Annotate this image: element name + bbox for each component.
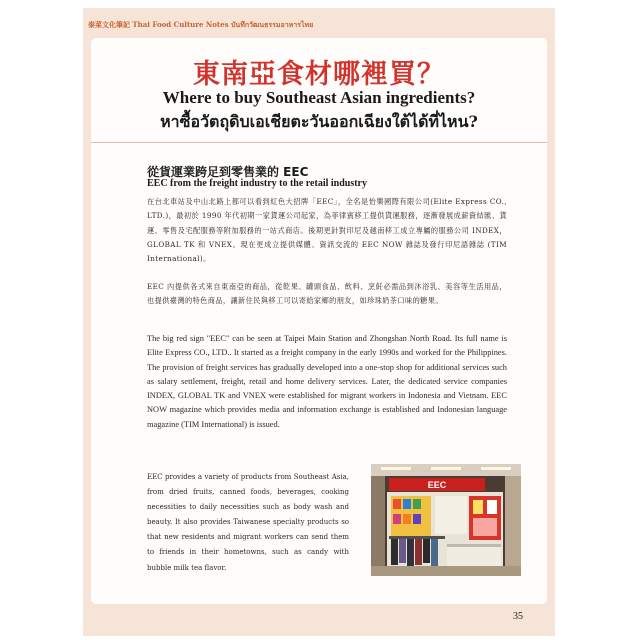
running-header: 泰菜文化筆記 Thai Food Culture Notes บันทึกวัฒนธรรมอาหารไทย xyxy=(88,20,314,29)
paragraph-english-2: EEC provides a variety of products from Southeast Asia, from dried fruits, canned foods, beverages, cooking necessities to daily necessities such as body wash and beauty. It also provides Taiwanese specialty products so that new residents and migrant workers can send them to friends in their hometowns, such as candy with bubble milk tea flavor. xyxy=(147,473,349,572)
page-number: 35 xyxy=(513,611,523,622)
paragraph-english-1: The big red sign "EEC" can be seen at Taipei Main Station and Zhongshan North Road. Its full name is Elite Express CO., LTD.. It started as a freight company in the early 1990s and worked for the Philippines. The provision of freight services has gradually developed into a one-stop shop for additional services such as salary settlement, freight, retail and home delivery services. Later, the dedicated service companies INDEX, GLOBAL TK and VNEX were established for migrant workers in Indonesia and Vietnam. EEC NOW magazine which provides media and information exchange is established and Indonesian language magazine (TIM International) is issued. xyxy=(147,334,507,429)
paragraph-chinese-1: 在台北車站及中山北路上都可以看到紅色大招牌「EEC」，全名是怡樂國際有限公司(Elite Express CO., LTD.)，最初於 1990 年代初期一家貨運公司起家，為菲律賓移工提供貨運服務，逐漸發展成薪資結匯、貨運、零售及宅配服務等附加服務的一站式商店。後期更針對印尼及越南移工成立專屬的服務公司 INDEX，GLOBAL TK 和 VNEX。現在更成立提供媒體、資訊交流的 EEC NOW 雜誌及發行印尼語雜誌 (TIM International)。 xyxy=(147,197,507,264)
title-english: Where to buy Southeast Asian ingredients? xyxy=(162,88,476,107)
content-card xyxy=(91,38,547,604)
title-chinese: 東南亞食材哪裡買？ xyxy=(193,59,445,90)
title-thai: หาซื้อวัตถุดิบเอเชียตะวันออกเฉียงใต้ได้ที่ไหน? xyxy=(160,112,478,131)
store-sign-text: EEC xyxy=(427,480,447,490)
page xyxy=(83,8,555,636)
title-divider xyxy=(91,142,547,143)
store-photo xyxy=(371,464,521,576)
section-heading-english: EEC from the freight industry to the retail industry xyxy=(147,178,367,189)
paragraph-chinese-2: EEC 內提供各式來自東南亞的商品，從乾果、罐頭食品、飲料、烹飪必需品到沐浴乳、美容等生活用品，也提供臺灣的特色商品，讓新住民與移工可以寄給家鄉的朋友，如珍珠奶茶口味的糖果。 xyxy=(147,282,507,306)
section-heading-chinese: 從貨運業跨足到零售業的 EEC xyxy=(147,165,309,179)
